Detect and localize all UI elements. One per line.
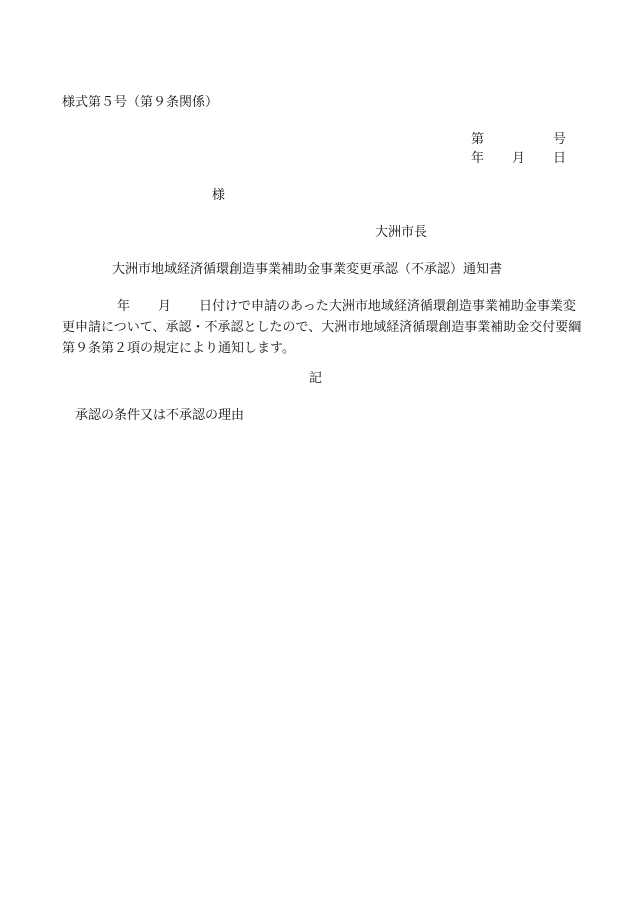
document-number-suffix: 号 xyxy=(553,132,567,147)
ki-heading: 記 xyxy=(309,371,323,386)
date-month-label: 月 xyxy=(512,151,526,166)
recipient-suffix: 様 xyxy=(212,188,226,203)
date-day-label: 日 xyxy=(553,151,567,166)
reason-label: 承認の条件又は不承認の理由 xyxy=(75,408,245,423)
issuer-name: 大洲市長 xyxy=(375,225,428,240)
body-paragraph xyxy=(62,296,582,359)
body-month-label: 月 xyxy=(158,299,172,314)
body-year-label: 年 xyxy=(117,299,131,314)
form-label: 様式第５号（第９条関係） xyxy=(62,95,219,110)
document-title: 大洲市地域経済循環創造事業補助金事業変更承認（不承認）通知書 xyxy=(112,262,503,277)
date-year-label: 年 xyxy=(471,151,485,166)
document-number-prefix: 第 xyxy=(471,132,485,147)
body-text: 日付けで申請のあった大洲市地域経済循環創造事業補助金事業変更申請について、承認・不承認としたので、大洲市地域経済循環創造事業補助金交付要綱第９条第２項の規定により通知します。 xyxy=(62,299,582,356)
